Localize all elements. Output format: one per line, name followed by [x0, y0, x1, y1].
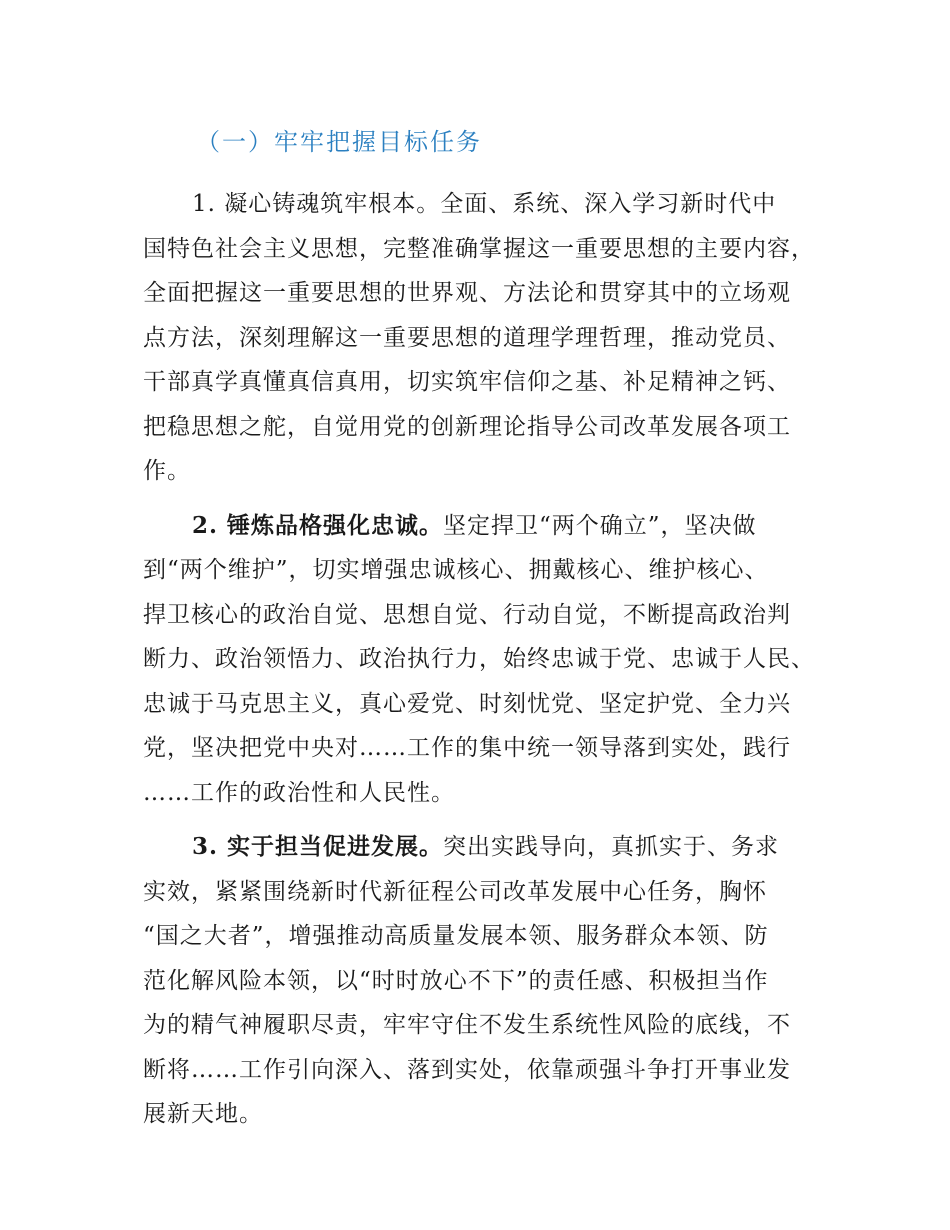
para1-line-1: 1. 凝心铸魂筑牢根本。全面、系统、深入学习新时代中	[192, 191, 777, 217]
para3-line-2: 实效，紧紧围绕新时代新征程公司改革发展中心任务，胸怀	[143, 879, 767, 905]
para1-line-7: 作。	[143, 458, 191, 484]
para1-line-3: 全面把握这一重要思想的世界观、方法论和贯穿其中的立场观	[143, 280, 791, 306]
para3-bold-title: 3. 实于担当促进发展。	[192, 833, 444, 860]
para1-line-6: 把稳思想之舵，自觉用党的创新理论指导公司改革发展各项工	[143, 414, 791, 440]
para3-line-7: 展新天地。	[143, 1101, 263, 1127]
para3-line-6: 断将……工作引向深入、落到实处，依靠顽强斗争打开事业发	[143, 1057, 791, 1083]
para1-line-5: 干部真学真懂真信真用，切实筑牢信仰之基、补足精神之钙、	[143, 369, 791, 395]
para3-line-1	[192, 829, 779, 865]
para2-line-1	[192, 508, 757, 544]
section-heading: （一）牢牢把握目标任务	[196, 128, 482, 156]
para2-line-4: 断力、政治领悟力、政治执行力，始终忠诚于党、忠诚于人民、	[143, 646, 815, 672]
para3-line-4: 范化解风险本领，以“时时放心不下”的责任感、积极担当作	[143, 968, 769, 994]
para1-line-2: 国特色社会主义思想，完整准确掌握这一重要思想的主要内容，	[143, 236, 815, 262]
para2-line-3: 捍卫核心的政治自觉、思想自觉、行动自觉，不断提高政治判	[143, 602, 791, 628]
para2-line-2: 到“两个维护”，切实增强忠诚核心、拥戴核心、维护核心、	[143, 557, 769, 583]
para2-bold-title: 2. 锤炼品格强化忠诚。	[192, 512, 444, 539]
para3-line-5: 为的精气神履职尽责，牢牢守住不发生系统性风险的底线，不	[143, 1012, 791, 1038]
para1-line-4: 点方法，深刻理解这一重要思想的道理学理哲理，推动党员、	[143, 325, 791, 351]
para3-first-rest: 突出实践导向，真抓实于、务求	[443, 834, 780, 860]
para2-line-7: ……工作的政治性和人民性。	[143, 780, 455, 806]
para2-line-6: 党，坚决把党中央对……工作的集中统一领导落到实处，践行	[143, 735, 791, 761]
para2-first-rest: 坚定捍卫“两个确立”，坚决做	[443, 513, 757, 539]
para2-line-5: 忠诚于马克思主义，真心爱党、时刻忧党、坚定护党、全力兴	[143, 691, 791, 717]
para3-line-3: “国之大者”，增强推动高质量发展本领、服务群众本领、防	[143, 923, 769, 949]
